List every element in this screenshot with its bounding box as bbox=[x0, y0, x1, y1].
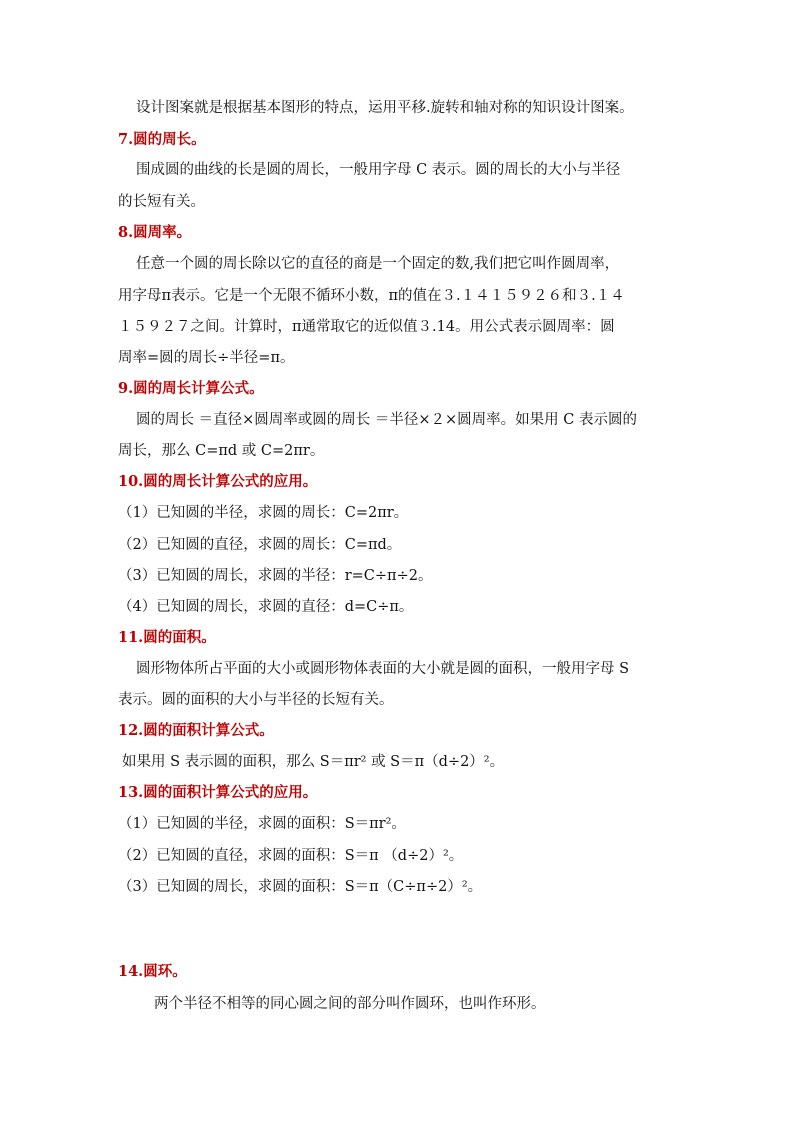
section-heading-12: 12.圆的面积计算公式。 bbox=[118, 722, 274, 739]
paragraph-line: １５９２７之间。计算时，π通常取它的近似值３.14。用公式表示圆周率：圆 bbox=[118, 319, 615, 335]
list-item: （2）已知圆的直径，求圆的周长：C=πd。 bbox=[118, 537, 402, 553]
section-heading-10: 10.圆的周长计算公式的应用。 bbox=[118, 473, 318, 490]
section-heading-13: 13.圆的面积计算公式的应用。 bbox=[118, 784, 318, 801]
paragraph-line: 圆形物体所占平面的大小或圆形物体表面的大小就是圆的面积，一般用字母 S bbox=[136, 661, 630, 677]
paragraph-line: 围成圆的曲线的长是圆的周长，一般用字母 C 表示。圆的周长的大小与半径 bbox=[136, 162, 621, 178]
section-heading-7: 7.圆的周长。 bbox=[118, 131, 206, 148]
section-heading-9: 9.圆的周长计算公式。 bbox=[118, 380, 264, 397]
paragraph-line: 任意一个圆的周长除以它的直径的商是一个固定的数,我们把它叫作圆周率， bbox=[136, 256, 620, 272]
paragraph-line: 周长，那么 C=πd 或 C=2πr。 bbox=[118, 443, 325, 459]
intro-paragraph: 设计图案就是根据基本图形的特点，运用平移.旋转和轴对称的知识设计图案。 bbox=[136, 100, 634, 116]
list-item: （4）已知圆的周长，求圆的直径：d=C÷π。 bbox=[118, 599, 414, 615]
list-item: （1）已知圆的半径，求圆的周长：C=2πr。 bbox=[118, 505, 409, 521]
paragraph-line: 表示。圆的面积的大小与半径的长短有关。 bbox=[118, 692, 394, 708]
section-heading-8: 8.圆周率。 bbox=[118, 224, 192, 241]
paragraph-line: 周率=圆的周长÷半径=π。 bbox=[118, 350, 295, 366]
section-heading-11: 11.圆的面积。 bbox=[118, 629, 216, 646]
paragraph-line: 两个半径不相等的同心圆之间的部分叫作圆环，也叫作环形。 bbox=[154, 996, 546, 1012]
paragraph-line: 的长短有关。 bbox=[118, 194, 205, 210]
paragraph-line: 圆的周长 ＝直径×圆周率或圆的周长 ＝半径×２×圆周率。如果用 C 表示圆的 bbox=[136, 412, 637, 428]
section-heading-14: 14.圆环。 bbox=[118, 963, 187, 980]
paragraph-line: 如果用 S 表示圆的面积，那么 S＝πr² 或 S＝π（d÷2）²。 bbox=[122, 754, 505, 770]
list-item: （3）已知圆的周长，求圆的半径：r=C÷π÷2。 bbox=[118, 568, 433, 584]
paragraph-line: 用字母π表示。它是一个无限不循环小数，π的值在３.１４１５９２６和３.１４ bbox=[118, 288, 625, 304]
list-item: （3）已知圆的周长，求圆的面积：S＝π（C÷π÷2）²。 bbox=[118, 879, 483, 895]
list-item: （1）已知圆的半径，求圆的面积：S＝πr²。 bbox=[118, 816, 406, 832]
list-item: （2）已知圆的直径，求圆的面积：S＝π （d÷2）²。 bbox=[118, 848, 464, 864]
